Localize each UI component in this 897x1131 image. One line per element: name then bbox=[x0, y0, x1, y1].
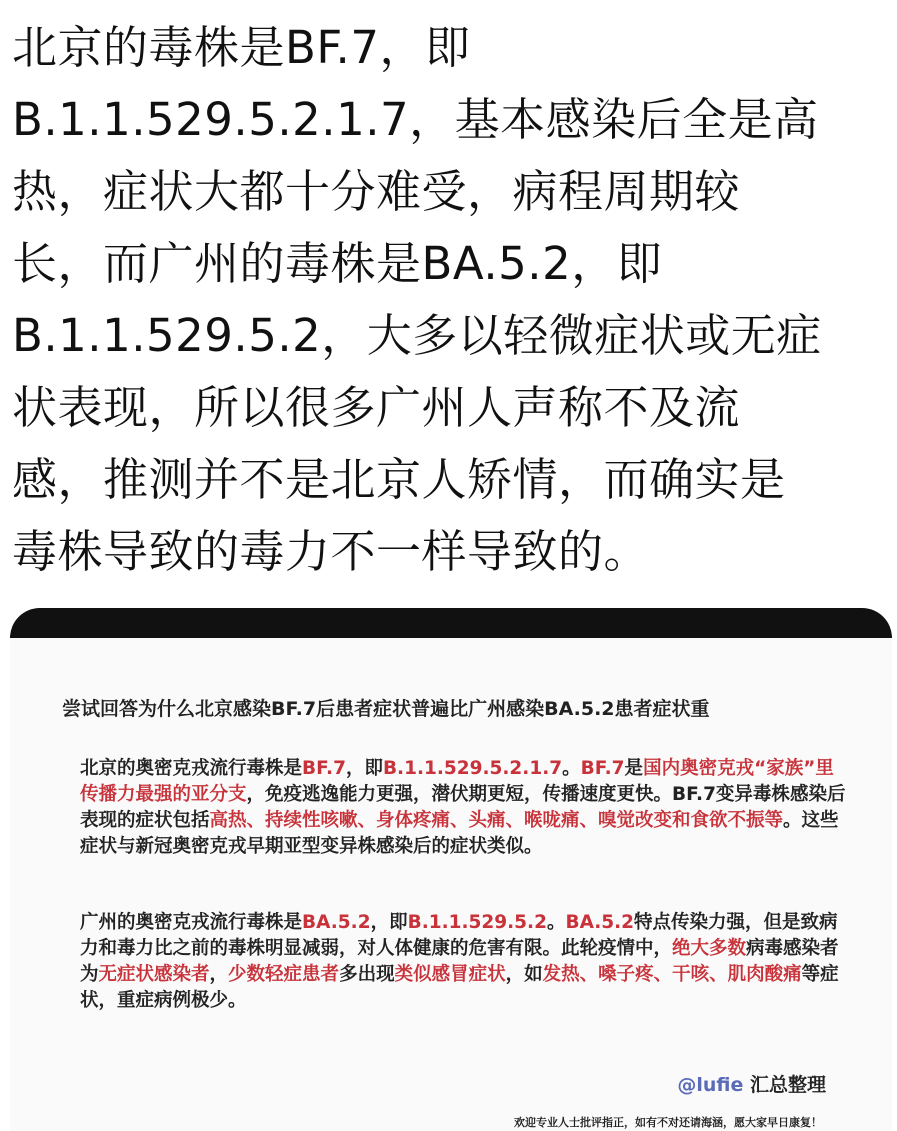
credit-line bbox=[677, 1070, 826, 1097]
paragraph-highlight: B.1.1.529.5.2.1.7 bbox=[382, 758, 563, 779]
paragraph-segment: 。 bbox=[562, 758, 581, 779]
credit-text: 汇总整理 bbox=[743, 1074, 826, 1096]
paragraph-segment: 。 bbox=[546, 912, 566, 933]
paragraph-segment: ，免疫逃逸能力更强，潜伏期更短，传播速度更快。BF.7变异毒株感染后表现的症状包括 bbox=[80, 784, 846, 831]
post-line: 状表现，所以很多广州人声称不及流 bbox=[12, 381, 741, 434]
attached-image[interactable] bbox=[10, 608, 892, 1131]
post-line: B.1.1.529.5.2，大多以轻微症状或无症 bbox=[12, 309, 822, 362]
paragraph-segment: 多出现 bbox=[339, 964, 395, 985]
paragraph-highlight: 国内奥密克戎“家族”里传播力最强的亚分支 bbox=[80, 758, 834, 805]
paragraph-segment: ，即 bbox=[370, 912, 408, 933]
credit-handle: @lufie bbox=[677, 1074, 744, 1096]
paragraph-highlight: 类似感冒症状 bbox=[394, 964, 506, 985]
paragraph-highlight: BF.7 bbox=[302, 758, 346, 779]
paragraph-highlight: B.1.1.529.5.2 bbox=[407, 912, 547, 933]
image-top-bar bbox=[10, 608, 892, 638]
paragraph-segment: ，即 bbox=[345, 758, 383, 779]
guangzhou-paragraph bbox=[80, 910, 850, 1014]
paragraph-segment: 北京的奥密克戎流行毒株是 bbox=[80, 758, 303, 779]
paragraph-segment: 特点传染力强，但是致病力和毒力比之前的毒株明显减弱，对人体健康的危害有限。此轮疫情中， bbox=[80, 912, 838, 959]
post-line: 北京的毒株是BF.7，即 bbox=[12, 21, 471, 74]
paragraph-segment: 病毒感染者为 bbox=[80, 938, 839, 985]
image-content bbox=[10, 638, 892, 1131]
post-line: 热，症状大都十分难受，病程周期较 bbox=[12, 165, 741, 218]
paragraph-segment: 。这些症状与新冠奥密克戎早期亚型变异株感染后的症状类似。 bbox=[80, 810, 839, 857]
paragraph-highlight: 无症状感染者 bbox=[98, 964, 210, 985]
image-title: 尝试回答为什么北京感染BF.7后患者症状普遍比广州感染BA.5.2患者症状重 bbox=[62, 698, 710, 720]
footer-note: 欢迎专业人士批评指正，如有不对还请海涵，愿大家早日康复！ bbox=[514, 1116, 822, 1129]
paragraph-highlight: BA.5.2 bbox=[565, 912, 635, 933]
post-line: 长，而广州的毒株是BA.5.2，即 bbox=[12, 237, 663, 290]
post-body bbox=[12, 12, 887, 588]
post-line: 毒株导致的毒力不一样导致的。 bbox=[12, 525, 650, 578]
paragraph-highlight: 少数轻症患者 bbox=[228, 964, 340, 985]
paragraph-segment: ， bbox=[209, 964, 229, 985]
paragraph-segment: ，如 bbox=[505, 964, 543, 985]
paragraph-highlight: BA.5.2 bbox=[302, 912, 371, 933]
paragraph-segment: 等症状，重症病例极少。 bbox=[80, 964, 839, 1011]
post-line: 感，推测并不是北京人矫情，而确实是 bbox=[12, 453, 786, 506]
post-line: B.1.1.529.5.2.1.7，基本感染后全是高 bbox=[12, 93, 819, 146]
paragraph-highlight: 高热、持续性咳嗽、身体疼痛、头痛、喉咙痛、嗅觉改变和食欲不振等 bbox=[209, 810, 784, 831]
paragraph-segment: 广州的奥密克戎流行毒株是 bbox=[80, 912, 303, 933]
paragraph-highlight: 发热、嗓子疼、干咳、肌肉酸痛 bbox=[542, 964, 802, 985]
paragraph-segment: 是 bbox=[624, 758, 644, 779]
paragraph-highlight: 绝大多数 bbox=[672, 938, 747, 959]
beijing-paragraph bbox=[80, 756, 850, 860]
paragraph-highlight: BF.7 bbox=[580, 758, 625, 779]
